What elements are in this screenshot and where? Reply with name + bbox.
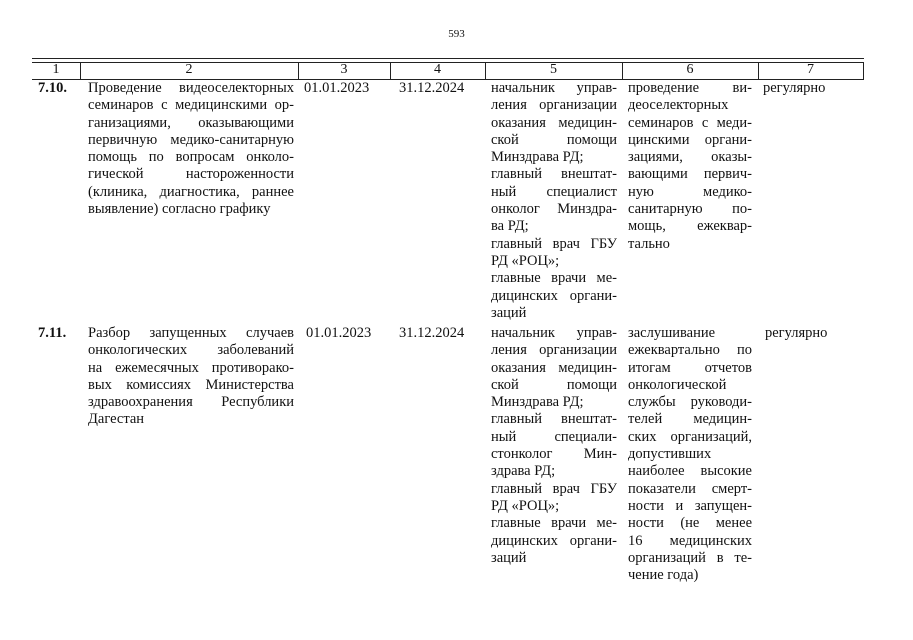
column-header: 7	[807, 62, 814, 77]
column-header: 6	[686, 62, 694, 77]
row-description: Разбор запущенных случаев онкологических заболеваний на ежемесячных противорако- вых комиссиях Министерства здравоохранения Республики Дагестан	[88, 325, 294, 428]
column-header: 3	[340, 62, 348, 77]
row-number: 7.10.	[38, 80, 67, 96]
page-number: 593	[448, 28, 465, 40]
row-start-date: 01.01.2023	[306, 325, 372, 341]
table-top-border	[32, 58, 864, 59]
column-header: 1	[52, 62, 60, 77]
row-end-date: 31.12.2024	[399, 80, 465, 96]
column-header: 4	[434, 62, 441, 77]
row-number: 7.11.	[38, 325, 67, 341]
row-responsible: начальник управ- ления организации оказания медицин- ской помощи Минздрава РД; главный внештат- ный специалист онколог Минздра- ва РД; главный врач ГБУ РД «РОЦ»; главные врачи ме- дицинских органи- заций	[491, 80, 617, 321]
row-result: заслушивание ежеквартально по итогам отчетов онкологической службы руководи- телей медицин- ских организаций, допустивших наиболее высокие показатели смерт- ности и запущен- ности (не менее 16 медицинских организаций в те- чение года)	[628, 325, 752, 584]
row-end-date: 31.12.2024	[399, 325, 465, 341]
column-header: 5	[550, 62, 557, 77]
row-frequency: регулярно	[765, 325, 828, 341]
row-result: проведение ви- деоселекторных семинаров с меди- цинскими органи- зациями, оказы- вающими первич- ную медико- санитарную по- мощь, ежеквар- тально	[628, 80, 752, 252]
row-frequency: регулярно	[763, 80, 826, 96]
row-responsible: начальник управ- ления организации оказания медицин- ской помощи Минздрава РД; главный внештат- ный специали- стонколог Мин- здрава РД; главный врач ГБУ РД «РОЦ»; главные врачи ме- дицинских органи- заций	[491, 325, 617, 566]
table-header-divider	[863, 62, 864, 79]
row-start-date: 01.01.2023	[304, 80, 370, 96]
column-header: 2	[185, 62, 193, 77]
row-description: Проведение видеоселекторных семинаров с медицинскими ор- ганизациями, оказывающими первичную медико-санитарную помощь по вопросам онколо- гической настороженности (клиника, диагностика, раннее выявление) согласно графику	[88, 80, 294, 218]
